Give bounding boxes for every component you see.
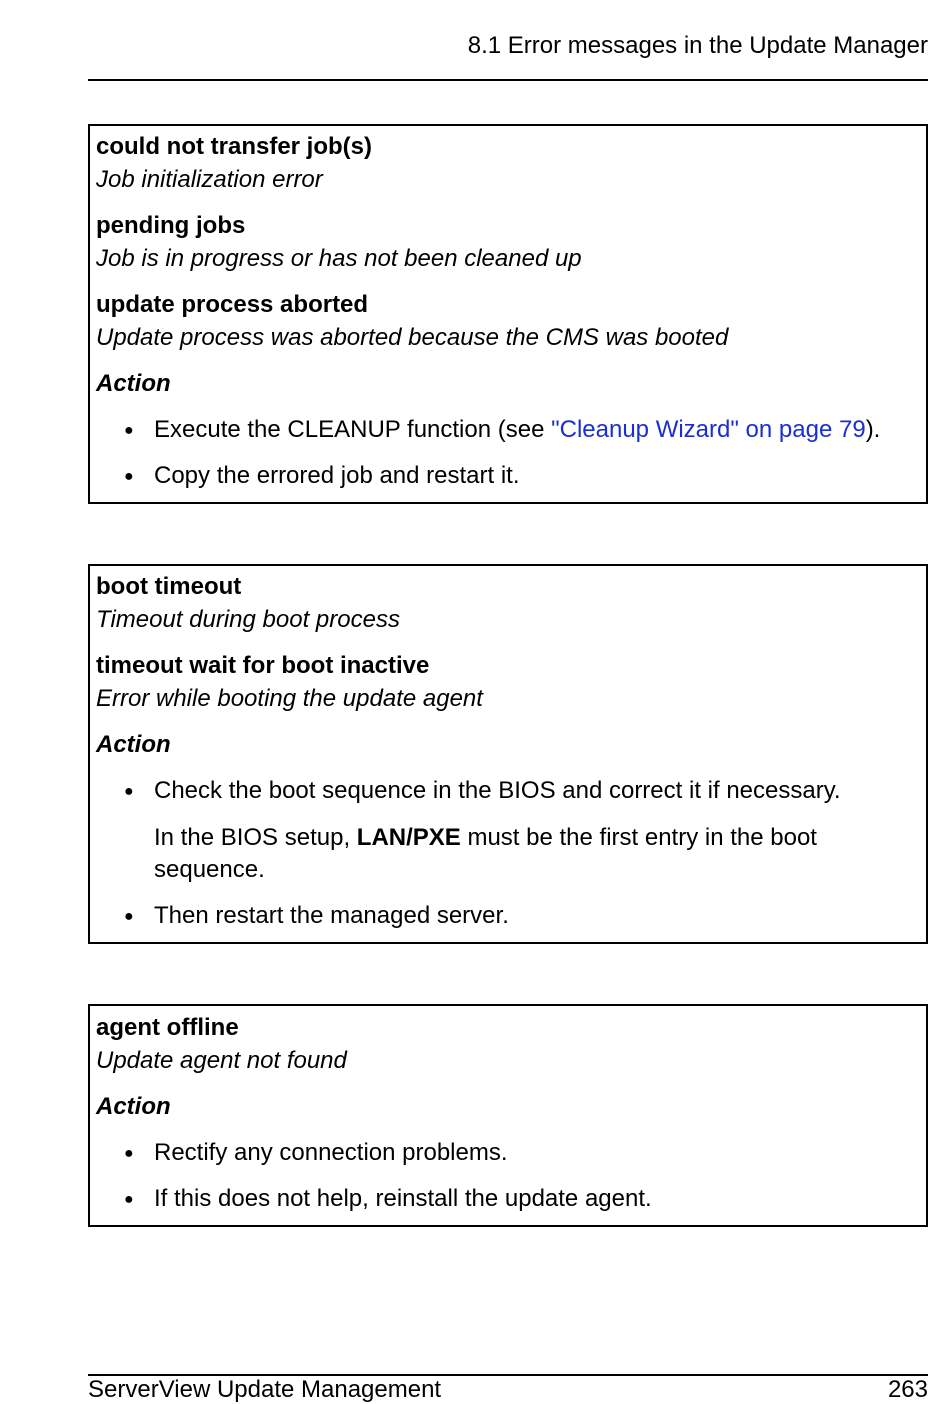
bullet-text: Check the boot sequence in the BIOS and correct it if necessary. [154,777,841,804]
bullet-icon: ● [124,1191,134,1208]
error-code: update process aborted [96,291,369,318]
action-bullet-item [124,414,880,446]
action-heading: Action [96,1093,171,1120]
error-description: Job initialization error [96,166,323,193]
error-code: could not transfer job(s) [96,133,372,160]
action-bullet-item [124,775,841,807]
error-code: boot timeout [96,573,242,600]
error-code: timeout wait for boot inactive [96,652,430,679]
bullet-icon: ● [124,1145,134,1162]
bullet-icon: ● [124,422,134,439]
bios-note-suffix: must be the first entry in the boot sequence. [154,824,817,883]
action-bullet-item [124,1183,652,1215]
error-code: agent offline [96,1014,239,1041]
bullet-icon: ● [124,908,134,925]
header-rule [88,79,928,81]
bullet-text-prefix: Execute the CLEANUP function (see [154,416,552,443]
bullet-text: If this does not help, reinstall the update agent. [154,1185,652,1212]
bios-note-prefix: In the BIOS setup, [154,824,357,851]
error-box-boot-timeout [88,564,928,944]
bullet-icon: ● [124,783,134,800]
bullet-text-suffix: ). [865,416,881,443]
footer-doc-title: ServerView Update Management [88,1376,442,1403]
action-bullet-item [124,1137,508,1169]
bullet-text: Rectify any connection problems. [154,1139,508,1166]
action-heading: Action [96,370,171,397]
bullet-text: Copy the errored job and restart it. [154,462,520,489]
bullet-text [154,414,880,446]
error-description: Job is in progress or has not been cleaned up [96,245,582,272]
error-code: pending jobs [96,212,246,239]
action-bullet-item [124,900,509,932]
running-header: 8.1 Error messages in the Update Manager [467,32,928,59]
error-description: Update process was aborted because the CMS was booted [96,324,729,351]
error-box-transfer-jobs [88,124,928,504]
bios-note [154,822,914,886]
bios-note-emphasis: LAN/PXE [356,824,461,851]
error-description: Update agent not found [96,1047,347,1074]
bullet-text: Then restart the managed server. [154,902,509,929]
action-bullet-item [124,460,520,492]
cleanup-wizard-link[interactable]: "Cleanup Wizard" on page 79 [551,416,866,443]
page-number: 263 [887,1376,928,1403]
bullet-icon: ● [124,468,134,485]
error-description: Timeout during boot process [96,606,400,633]
error-description: Error while booting the update agent [96,685,483,712]
action-heading: Action [96,731,171,758]
error-box-agent-offline [88,1004,928,1227]
